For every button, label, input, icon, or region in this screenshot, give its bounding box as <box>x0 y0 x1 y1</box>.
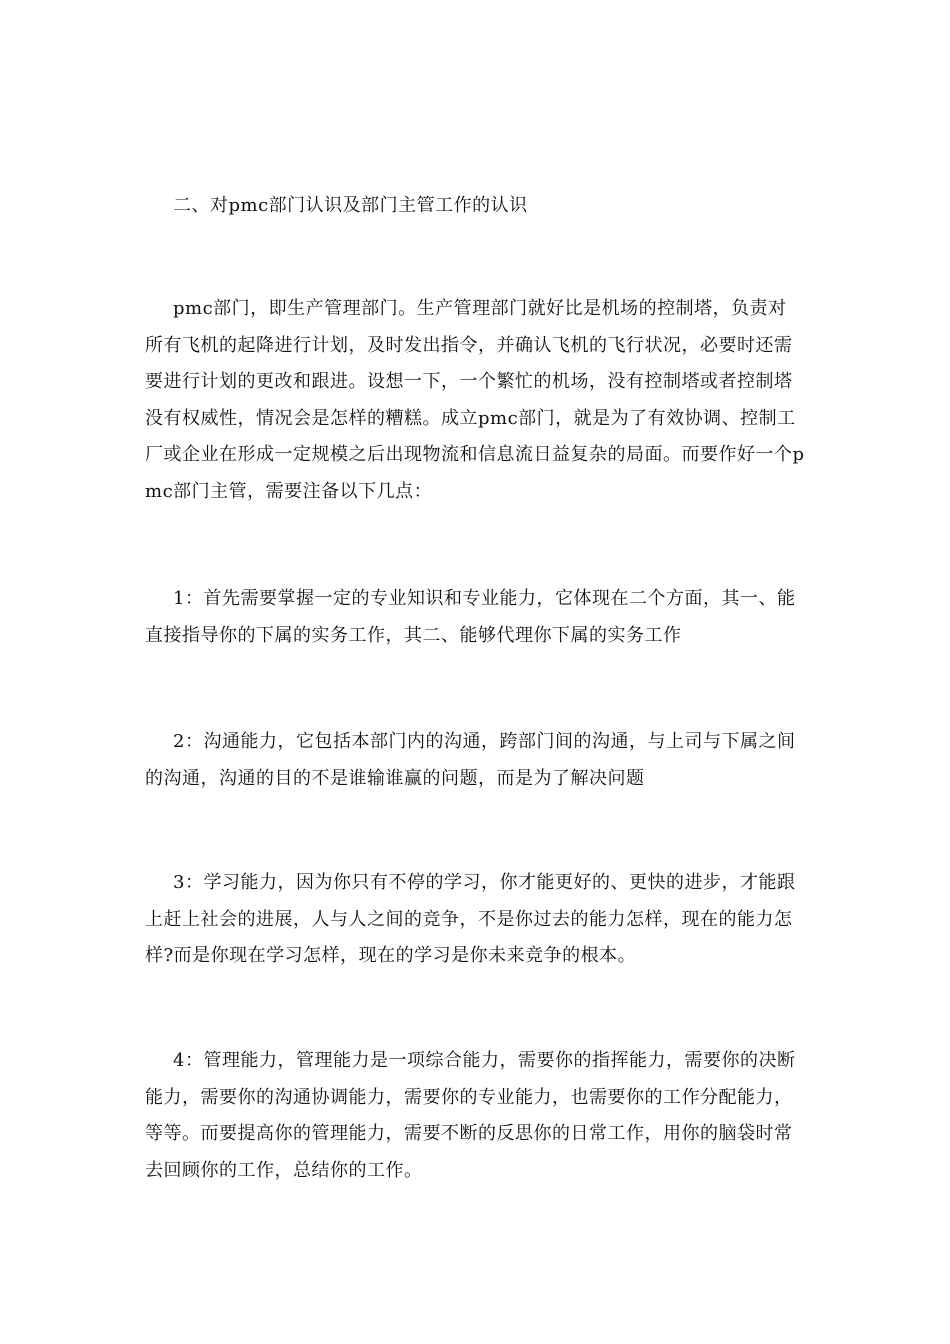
section-heading: 二、对pmc部门认识及部门主管工作的认识 <box>173 195 528 216</box>
point-paragraph-3: 3：学习能力，因为你只有不停的学习，你才能更好的、更快的进步，才能跟上赶上社会的进展，人与人之间的竞争，不是你过去的能力怎样，现在的能力怎样?而是你现在学习怎样，现在的学习是你未来竞争的根本。 <box>145 872 796 966</box>
intro-paragraph: pmc部门，即生产管理部门。生产管理部门就好比是机场的控制塔，负责对所有飞机的起降进行计划，及时发出指令，并确认飞机的飞行状况，必要时还需要进行计划的更改和跟进。设想一下，一个繁忙的机场，没有控制塔或者控制塔没有权威性，情况会是怎样的糟糕。成立pmc部门，就是为了有效协调、控制工厂或企业在形成一定规模之后出现物流和信息流日益复杂的局面。而要作好一个pmc部门主管，需要注备以下几点： <box>145 298 805 502</box>
point-paragraph-1: 1：首先需要掌握一定的专业知识和专业能力，它体现在二个方面，其一、能直接指导你的下属的实务工作，其二、能够代理你下属的实务工作 <box>145 588 796 646</box>
point-paragraph-4: 4：管理能力，管理能力是一项综合能力，需要你的指挥能力，需要你的决断能力，需要你的沟通协调能力，需要你的专业能力，也需要你的工作分配能力，等等。而要提高你的管理能力，需要不断的反思你的日常工作，用你的脑袋时常去回顾你的工作，总结你的工作。 <box>145 1050 796 1181</box>
point-paragraph-2: 2：沟通能力，它包括本部门内的沟通，跨部门间的沟通，与上司与下属之间的沟通，沟通的目的不是谁输谁赢的问题，而是为了解决问题 <box>145 731 796 789</box>
